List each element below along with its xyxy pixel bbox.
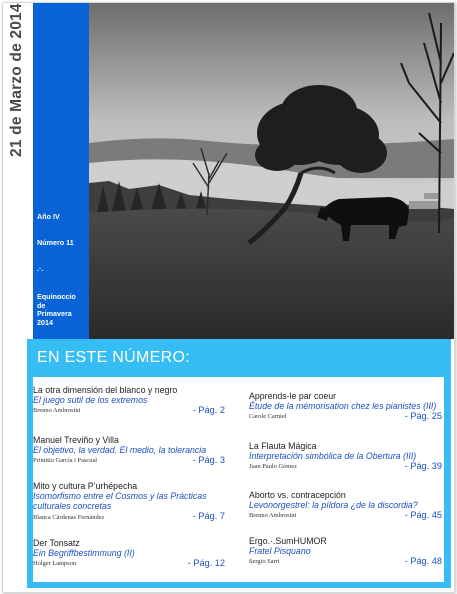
contents-entry[interactable] xyxy=(33,481,225,521)
entry-subtitle: Étude de la mémorisation chez les pianistes (III) xyxy=(249,401,437,412)
entry-subtitle: Ein Begriffbestimmung (II) xyxy=(33,548,135,559)
entry-subtitle: El juego sutil de los extremos xyxy=(33,395,148,406)
entry-title: Manuel Treviño y Villa xyxy=(33,435,119,445)
entry-page[interactable]: - Pág. 7 xyxy=(192,511,225,522)
entry-page[interactable]: - Pág. 3 xyxy=(192,455,225,466)
entry-author: Carole Carniel xyxy=(249,413,287,421)
table-of-contents xyxy=(27,339,451,588)
season-line-3: Primavera xyxy=(37,309,72,319)
entry-title: Der Tonsatz xyxy=(33,538,80,548)
contents-entry[interactable] xyxy=(249,490,442,519)
contents-entry[interactable] xyxy=(33,435,225,464)
entry-author: Primitiu García i Pascual xyxy=(33,457,98,465)
cover-photo xyxy=(89,3,454,339)
entry-title: Aborto vs. contracepción xyxy=(249,490,346,500)
entry-subtitle: Levonorgestrel: la píldora ¿de la discordia? xyxy=(249,500,418,511)
magazine-cover-page xyxy=(2,2,455,593)
entry-author: Brenno Ambrosini xyxy=(33,407,81,415)
issue-number-label: Número 11 xyxy=(37,238,74,247)
entry-page[interactable]: - Pág. 48 xyxy=(404,556,442,567)
separator-mark: .·. xyxy=(37,264,44,273)
contents-entry[interactable] xyxy=(249,391,442,420)
contents-heading: EN ESTE NÚMERO: xyxy=(37,349,190,366)
entry-subtitle: Interpretación simbólica de la Obertura (III) xyxy=(249,451,417,462)
entry-page[interactable]: - Pág. 2 xyxy=(192,405,225,416)
entry-title: Ergo.·.SumHUMOR xyxy=(249,536,327,546)
entry-author: Holger Lampson xyxy=(33,560,77,568)
contents-entry[interactable] xyxy=(33,385,225,414)
entry-subtitle-line2: culturales concretas xyxy=(33,501,112,512)
contents-entry[interactable] xyxy=(249,536,442,565)
contents-body xyxy=(33,377,444,582)
season-line-1: Equinoccio xyxy=(37,292,76,301)
contents-entry[interactable] xyxy=(249,441,442,470)
entry-author: Brenno Ambrosini xyxy=(249,512,297,520)
issue-info-column xyxy=(33,3,89,339)
issue-date-vertical xyxy=(7,3,29,159)
season-line-4: 2014 xyxy=(37,317,53,327)
entry-page[interactable]: - Pág. 45 xyxy=(404,510,442,521)
entry-subtitle: Isomorfismo entre el Cosmos y las Prácticas xyxy=(33,491,207,502)
entry-author: Blanca Cárdenas Fernández xyxy=(33,513,105,521)
year-label: Año IV xyxy=(37,212,60,221)
entry-title: La Flauta Mágica xyxy=(249,441,317,451)
entry-author: Juan Paulo Gómez xyxy=(249,463,297,471)
entry-page[interactable]: - Pág. 39 xyxy=(404,461,442,472)
entry-subtitle: Fratel Pisquano xyxy=(249,546,311,557)
entry-title: Apprends-le par coeur xyxy=(249,391,337,401)
entry-title: Mito y cultura P’urhépecha xyxy=(33,481,138,491)
entry-author: Sergio Sarri xyxy=(249,558,280,566)
contents-entry[interactable] xyxy=(33,538,225,567)
entry-title: La otra dimensión del blanco y negro xyxy=(33,385,178,395)
issue-date-text: 21 de Marzo de 2014 xyxy=(8,3,25,157)
entry-page[interactable]: - Pág. 12 xyxy=(187,558,225,569)
entry-page[interactable]: - Pág. 25 xyxy=(404,411,442,422)
entry-subtitle: El objetivo, la verdad. El medio, la tolerancia xyxy=(33,445,207,456)
season-line-2: de xyxy=(37,300,46,310)
